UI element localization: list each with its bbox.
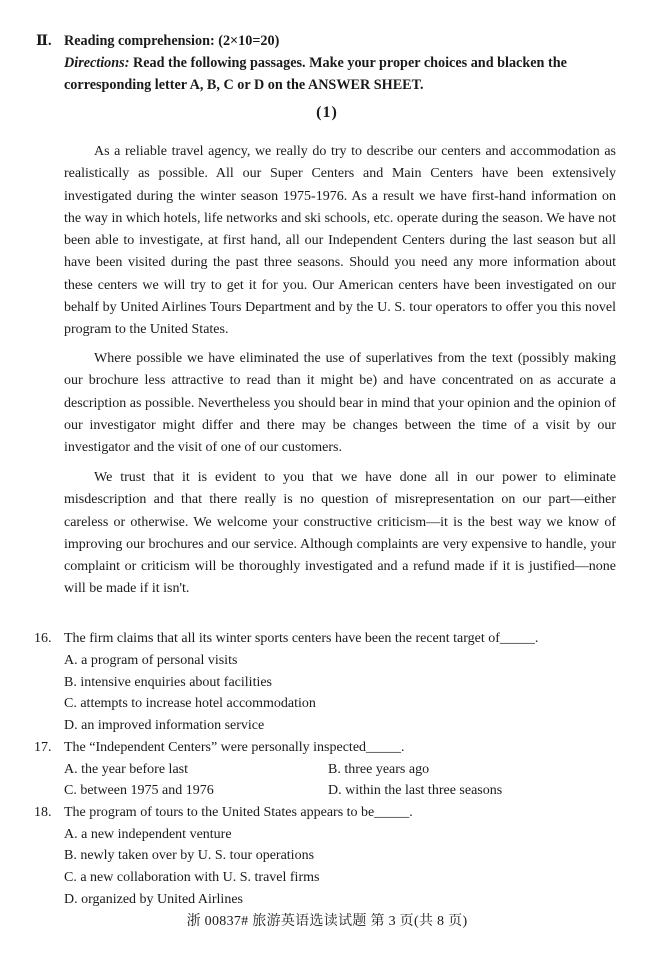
- question-number: 17.: [34, 740, 52, 755]
- option-18-a: A. a new independent venture: [64, 827, 232, 842]
- question-17: [34, 737, 624, 759]
- question-16: [34, 628, 624, 650]
- section-title: Reading comprehension: (2×10=20): [64, 33, 280, 49]
- option-18-d: D. organized by United Airlines: [64, 892, 243, 907]
- question-stem: The “Independent Centers” were personally inspected_____.: [64, 740, 405, 755]
- option-17-c: C. between 1975 and 1976: [64, 783, 214, 798]
- page-footer: 浙 00837# 旅游英语选读试题 第 3 页(共 8 页): [186, 914, 468, 929]
- passage-paragraph-3: We trust that it is evident to you that we have done all in our power to eliminate misdescription and that there really is no question of misrepresentation on our part—either careless or otherwise. We welcome your constructive criticism—it is the best way we know of improving our brochures and our service. Although complaints are very expensive to handle, your complaint or criticism will be thoroughly investigated and a refund made if it is justified—none will be made if it isn't.: [64, 470, 616, 597]
- option-17-d: D. within the last three seasons: [328, 783, 503, 798]
- question-number: 18.: [34, 805, 52, 820]
- option-18-b: B. newly taken over by U. S. tour operations: [64, 848, 315, 863]
- passage-paragraph-2: Where possible we have eliminated the use of superlatives from the text (possibly making our brochure less attractive to read than it might be) and have concentrated on as accurate a description as possible. Nevertheless you should bear in mind that your opinion and the opinion of our investigator might differ and there may be changes between the time of a visit by our investigator and the visit of one of our customers.: [64, 351, 616, 456]
- directions-text: Read the following passages. Make your proper choices and blacken the corresponding letter A, B, C or D on the ANSWER SHEET.: [64, 55, 567, 93]
- question-stem: The program of tours to the United States appears to be_____.: [64, 805, 413, 820]
- directions-label: Directions:: [64, 55, 130, 71]
- option-18-c: C. a new collaboration with U. S. travel firms: [64, 870, 320, 885]
- question-number: 16.: [34, 631, 52, 646]
- passage-paragraph-1: As a reliable travel agency, we really do try to describe our centers and accommodation as realistically as possible. All our Super Centers and Main Centers have been extensively investigated during the winter season 1975-1976. As a result we have first-hand information on the way in which hotels, life networks and ski schools, etc. operate during the season. We have not been able to investigate, at first hand, all our Independent Centers during the last season but all have been visited during the past three seasons. Should you need any more information about these centers we will try to get it for you. Our American centers have been investigated on our behalf by United Airlines Tours Department and by the U. S. tour operators to offer you this novel program to the United States.: [64, 144, 616, 338]
- option-16-b: B. intensive enquiries about facilities: [64, 675, 273, 690]
- section-number: Ⅱ.: [36, 33, 52, 49]
- option-17-b: B. three years ago: [328, 762, 430, 777]
- option-16-a: A. a program of personal visits: [64, 653, 238, 668]
- question-18: [34, 802, 624, 824]
- option-17-a: A. the year before last: [64, 762, 188, 777]
- option-16-d: D. an improved information service: [64, 718, 265, 733]
- passage-number: (1): [316, 104, 338, 121]
- section-heading: [36, 30, 626, 52]
- question-stem: The firm claims that all its winter sports centers have been the recent target of_____.: [64, 631, 539, 646]
- directions: [64, 52, 624, 96]
- option-16-c: C. attempts to increase hotel accommodation: [64, 696, 316, 711]
